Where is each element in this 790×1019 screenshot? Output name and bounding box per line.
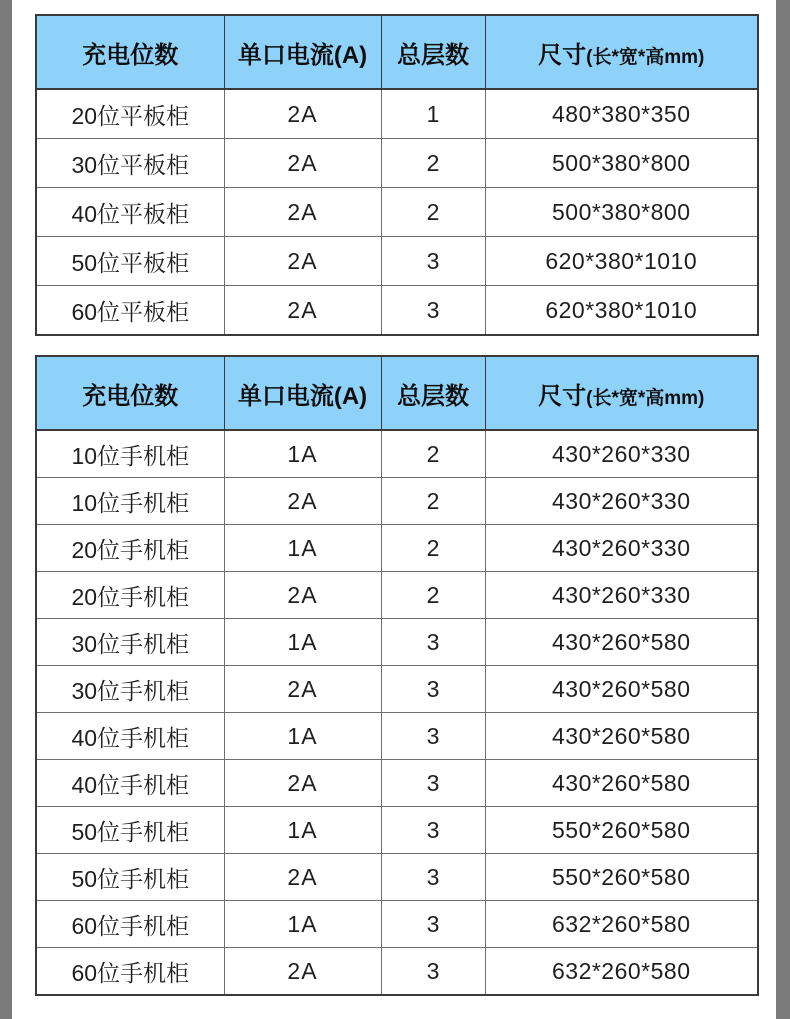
table-row	[36, 948, 758, 996]
cell-model: 60位平板柜	[36, 286, 224, 336]
cell-layers: 3	[381, 237, 485, 286]
cell-layers: 3	[381, 619, 485, 666]
cell-model: 50位平板柜	[36, 237, 224, 286]
cell-model: 30位手机柜	[36, 619, 224, 666]
cell-size: 430*260*330	[485, 430, 758, 478]
cell-model: 10位手机柜	[36, 430, 224, 478]
cell-layers: 2	[381, 188, 485, 237]
cell-size: 500*380*800	[485, 188, 758, 237]
cell-size: 430*260*580	[485, 760, 758, 807]
cell-current: 1A	[224, 901, 381, 948]
header-total-layers: 总层数	[381, 15, 485, 89]
table-row	[36, 901, 758, 948]
cell-layers: 2	[381, 430, 485, 478]
cell-layers: 2	[381, 572, 485, 619]
cell-current: 1A	[224, 525, 381, 572]
cell-current: 2A	[224, 286, 381, 336]
table-row	[36, 854, 758, 901]
cell-size: 550*260*580	[485, 854, 758, 901]
cell-size: 480*380*350	[485, 89, 758, 139]
cell-size: 632*260*580	[485, 948, 758, 996]
table-row	[36, 619, 758, 666]
cell-current: 2A	[224, 760, 381, 807]
cell-current: 1A	[224, 807, 381, 854]
cell-model: 40位手机柜	[36, 713, 224, 760]
cell-size: 550*260*580	[485, 807, 758, 854]
table-header-row	[36, 356, 758, 430]
header-port-current: 单口电流(A)	[224, 15, 381, 89]
cell-layers: 3	[381, 666, 485, 713]
phone-cabinet-table-body	[36, 430, 758, 995]
cell-layers: 2	[381, 478, 485, 525]
cell-size: 430*260*580	[485, 619, 758, 666]
cell-model: 20位手机柜	[36, 525, 224, 572]
cell-current: 2A	[224, 89, 381, 139]
cell-layers: 3	[381, 713, 485, 760]
table-header-row	[36, 15, 758, 89]
flat-cabinet-spec-table	[35, 14, 759, 336]
cell-model: 60位手机柜	[36, 948, 224, 996]
cell-current: 2A	[224, 139, 381, 188]
table-row	[36, 430, 758, 478]
cell-layers: 3	[381, 948, 485, 996]
header-total-layers: 总层数	[381, 356, 485, 430]
table-row	[36, 666, 758, 713]
cell-layers: 2	[381, 525, 485, 572]
cell-current: 2A	[224, 666, 381, 713]
cell-layers: 3	[381, 854, 485, 901]
table-row	[36, 525, 758, 572]
cell-layers: 2	[381, 139, 485, 188]
table-row	[36, 713, 758, 760]
cell-size: 430*260*580	[485, 666, 758, 713]
flat-cabinet-table-body	[36, 89, 758, 335]
cell-current: 1A	[224, 430, 381, 478]
table-row	[36, 572, 758, 619]
table-row	[36, 188, 758, 237]
cell-layers: 3	[381, 286, 485, 336]
table-row	[36, 478, 758, 525]
cell-current: 2A	[224, 237, 381, 286]
header-size-label: 尺寸	[538, 382, 587, 410]
cell-model: 50位手机柜	[36, 807, 224, 854]
cell-layers: 1	[381, 89, 485, 139]
header-charging-positions: 充电位数	[36, 15, 224, 89]
cell-size: 430*260*330	[485, 478, 758, 525]
cell-size: 430*260*580	[485, 713, 758, 760]
cell-layers: 3	[381, 901, 485, 948]
table-row	[36, 286, 758, 336]
cell-model: 60位手机柜	[36, 901, 224, 948]
header-size-unit: (长*宽*高mm)	[586, 46, 705, 68]
cell-size: 620*380*1010	[485, 286, 758, 336]
cell-current: 2A	[224, 478, 381, 525]
cell-size: 632*260*580	[485, 901, 758, 948]
header-size-unit: (长*宽*高mm)	[586, 387, 705, 409]
cell-layers: 3	[381, 760, 485, 807]
header-size	[485, 356, 758, 430]
table-row	[36, 807, 758, 854]
cell-current: 2A	[224, 854, 381, 901]
cell-current: 1A	[224, 713, 381, 760]
table-row	[36, 139, 758, 188]
cell-size: 430*260*330	[485, 525, 758, 572]
cell-model: 40位手机柜	[36, 760, 224, 807]
table-row	[36, 89, 758, 139]
cell-model: 10位手机柜	[36, 478, 224, 525]
cell-model: 50位手机柜	[36, 854, 224, 901]
header-size	[485, 15, 758, 89]
cell-current: 2A	[224, 188, 381, 237]
cell-current: 1A	[224, 619, 381, 666]
phone-cabinet-spec-table	[35, 355, 759, 996]
cell-current: 2A	[224, 572, 381, 619]
cell-model: 30位平板柜	[36, 139, 224, 188]
cell-model: 20位手机柜	[36, 572, 224, 619]
cell-model: 30位手机柜	[36, 666, 224, 713]
cell-size: 620*380*1010	[485, 237, 758, 286]
header-port-current: 单口电流(A)	[224, 356, 381, 430]
table-row	[36, 237, 758, 286]
table-row	[36, 760, 758, 807]
cell-layers: 3	[381, 807, 485, 854]
cell-current: 2A	[224, 948, 381, 996]
header-charging-positions: 充电位数	[36, 356, 224, 430]
cell-size: 500*380*800	[485, 139, 758, 188]
cell-model: 20位平板柜	[36, 89, 224, 139]
header-size-label: 尺寸	[538, 41, 587, 69]
cell-size: 430*260*330	[485, 572, 758, 619]
cell-model: 40位平板柜	[36, 188, 224, 237]
